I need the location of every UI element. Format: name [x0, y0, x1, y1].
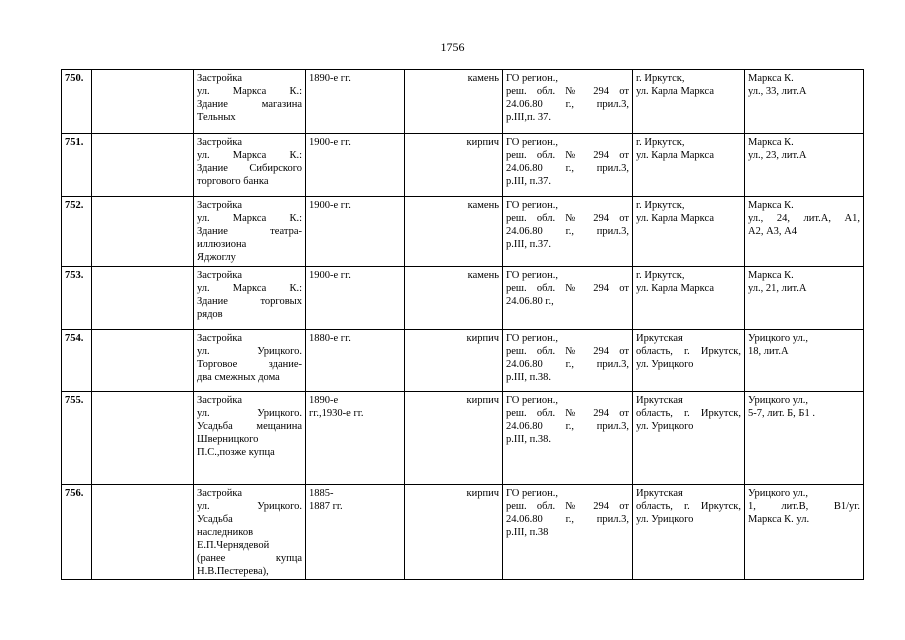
object-name-cell: [194, 197, 306, 267]
name-line: Шверницкого: [197, 434, 259, 445]
document-cell: [503, 330, 633, 392]
address-line: Маркса К.: [748, 73, 794, 84]
document-cell: [503, 485, 633, 580]
name-line: два смежных дома: [197, 372, 280, 383]
doc-line: ГО регион.,: [506, 333, 558, 344]
location-cell: [633, 70, 745, 134]
location-line: ул. Урицкого: [636, 514, 694, 525]
location-line: ул. Урицкого: [636, 359, 694, 370]
doc-line: ГО регион.,: [506, 488, 558, 499]
name-line: ул. Маркса К.:: [197, 150, 302, 161]
table-row: [62, 197, 864, 267]
address-line: Маркса К.: [748, 200, 794, 211]
address-line: Маркса К.: [748, 270, 794, 281]
doc-line: реш. обл. № 294 от: [506, 150, 629, 161]
name-line: Здание Сибирского: [197, 163, 302, 174]
name-line: Здание торговых: [197, 296, 302, 307]
location-line: ул. Карла Маркса: [636, 283, 714, 294]
doc-line: р.III,п. 37.: [506, 112, 551, 123]
doc-line: ГО регион.,: [506, 200, 558, 211]
name-line: Застройка: [197, 488, 243, 499]
location-line: ул. Карла Маркса: [636, 213, 714, 224]
date-cell: [306, 197, 405, 267]
object-name-cell: [194, 485, 306, 580]
row-number: 756.: [62, 485, 92, 580]
name-line: П.С.,позже купца: [197, 447, 275, 458]
doc-line: ГО регион.,: [506, 73, 558, 84]
date-line: 1900-е гг.: [309, 137, 351, 148]
address-line: А2, А3, А4: [748, 226, 797, 237]
name-line: Застройка: [197, 395, 243, 406]
object-name-cell: [194, 134, 306, 197]
name-line: Застройка: [197, 200, 243, 211]
address-cell: [745, 267, 864, 330]
object-name-cell: [194, 330, 306, 392]
material-cell: камень: [405, 70, 503, 134]
location-line: Иркутская: [636, 488, 683, 499]
table-row: [62, 70, 864, 134]
doc-line: р.III, п.38.: [506, 434, 551, 445]
address-cell: [745, 197, 864, 267]
address-line: Урицкого ул.,: [748, 333, 809, 344]
address-line: Маркса К.: [748, 137, 794, 148]
location-line: г. Иркутск,: [636, 270, 685, 281]
name-line: Торговое здание-: [197, 359, 302, 370]
doc-line: реш. обл. № 294 от: [506, 213, 629, 224]
address-cell: [745, 134, 864, 197]
doc-line: 24.06.80 г., прил.3,: [506, 421, 629, 432]
address-line: ул., 33, лит.А: [748, 86, 807, 97]
material-cell: кирпич: [405, 392, 503, 485]
document-cell: [503, 267, 633, 330]
doc-line: 24.06.80 г., прил.3,: [506, 163, 629, 174]
name-line: Застройка: [197, 333, 243, 344]
date-cell: [306, 134, 405, 197]
doc-line: р.III, п.37.: [506, 176, 551, 187]
document-cell: [503, 197, 633, 267]
address-line: ул., 23, лит.А: [748, 150, 807, 161]
name-line: иллюзиона: [197, 239, 247, 250]
row-number: 750.: [62, 70, 92, 134]
name-line: Н.В.Пестерева),: [197, 566, 269, 577]
date-line: гг.,1930-е гг.: [309, 408, 364, 419]
empty-cell: [92, 392, 194, 485]
name-line: Застройка: [197, 137, 243, 148]
date-line: 1890-е: [309, 395, 339, 406]
address-line: 5-7, лит. Б, Б1 .: [748, 408, 815, 419]
location-line: ул. Карла Маркса: [636, 150, 714, 161]
name-line: рядов: [197, 309, 223, 320]
location-line: область, г. Иркутск,: [636, 408, 741, 419]
doc-line: ГО регион.,: [506, 270, 558, 281]
table-row: [62, 134, 864, 197]
doc-line: ГО регион.,: [506, 395, 558, 406]
doc-line: 24.06.80 г., прил.3,: [506, 99, 629, 110]
location-cell: [633, 267, 745, 330]
date-cell: [306, 392, 405, 485]
name-line: ул. Урицкого.: [197, 501, 302, 512]
doc-line: р.III, п.38: [506, 527, 549, 538]
name-line: наследников: [197, 527, 254, 538]
location-cell: [633, 485, 745, 580]
date-line: 1880-е гг.: [309, 333, 351, 344]
date-cell: [306, 267, 405, 330]
location-cell: [633, 197, 745, 267]
location-line: Иркутская: [636, 395, 683, 406]
name-line: Застройка: [197, 270, 243, 281]
empty-cell: [92, 485, 194, 580]
location-line: г. Иркутск,: [636, 73, 685, 84]
doc-line: р.III, п.38.: [506, 372, 551, 383]
date-cell: [306, 485, 405, 580]
address-cell: [745, 485, 864, 580]
date-line: 1887 гг.: [309, 501, 343, 512]
doc-line: реш. обл. № 294 от: [506, 86, 629, 97]
date-line: 1900-е гг.: [309, 200, 351, 211]
location-line: ул. Карла Маркса: [636, 86, 714, 97]
location-line: область, г. Иркутск,: [636, 501, 741, 512]
document-cell: [503, 134, 633, 197]
name-line: ул. Урицкого.: [197, 408, 302, 419]
location-cell: [633, 392, 745, 485]
name-line: Здание магазина: [197, 99, 302, 110]
material-cell: кирпич: [405, 485, 503, 580]
name-line: (ранее купца: [197, 553, 302, 564]
doc-line: 24.06.80 г.,: [506, 296, 554, 307]
empty-cell: [92, 267, 194, 330]
name-line: ул. Маркса К.:: [197, 283, 302, 294]
name-line: торгового банка: [197, 176, 269, 187]
location-cell: [633, 330, 745, 392]
address-line: Урицкого ул.,: [748, 488, 809, 499]
doc-line: 24.06.80 г., прил.3,: [506, 359, 629, 370]
empty-cell: [92, 70, 194, 134]
table-row: [62, 267, 864, 330]
material-cell: камень: [405, 197, 503, 267]
table-row: [62, 392, 864, 485]
doc-line: р.III, п.37.: [506, 239, 551, 250]
monuments-table: [61, 69, 864, 580]
name-line: ул. Маркса К.:: [197, 86, 302, 97]
name-line: Усадьба мещанина: [197, 421, 302, 432]
row-number: 752.: [62, 197, 92, 267]
location-cell: [633, 134, 745, 197]
row-number: 751.: [62, 134, 92, 197]
row-number: 754.: [62, 330, 92, 392]
object-name-cell: [194, 267, 306, 330]
material-cell: кирпич: [405, 330, 503, 392]
object-name-cell: [194, 70, 306, 134]
address-line: ул., 21, лит.А: [748, 283, 807, 294]
location-line: ул. Урицкого: [636, 421, 694, 432]
document-cell: [503, 392, 633, 485]
table-body: [62, 70, 864, 580]
location-line: г. Иркутск,: [636, 200, 685, 211]
location-line: г. Иркутск,: [636, 137, 685, 148]
table-row: [62, 330, 864, 392]
doc-line: реш. обл. № 294 от: [506, 501, 629, 512]
address-cell: [745, 70, 864, 134]
doc-line: реш. обл. № 294 от: [506, 408, 629, 419]
document-cell: [503, 70, 633, 134]
doc-line: реш. обл. № 294 от: [506, 346, 629, 357]
name-line: Здание театра-: [197, 226, 302, 237]
row-number: 753.: [62, 267, 92, 330]
page-number: 1756: [440, 40, 465, 54]
name-line: Тельных: [197, 112, 236, 123]
name-line: Застройка: [197, 73, 243, 84]
doc-line: реш. обл. № 294 от: [506, 283, 629, 294]
date-line: 1900-е гг.: [309, 270, 351, 281]
material-cell: кирпич: [405, 134, 503, 197]
address-cell: [745, 330, 864, 392]
name-line: Е.П.Чернядевой: [197, 540, 270, 551]
object-name-cell: [194, 392, 306, 485]
address-cell: [745, 392, 864, 485]
name-line: Усадьба: [197, 514, 233, 525]
address-line: 18, лит.А: [748, 346, 789, 357]
empty-cell: [92, 330, 194, 392]
doc-line: 24.06.80 г., прил.3,: [506, 514, 629, 525]
row-number: 755.: [62, 392, 92, 485]
date-line: 1885-: [309, 488, 334, 499]
doc-line: 24.06.80 г., прил.3,: [506, 226, 629, 237]
name-line: Яджоглу: [197, 252, 236, 263]
address-line: Маркса К. ул.: [748, 514, 810, 525]
location-line: область, г. Иркутск,: [636, 346, 741, 357]
address-line: ул., 24, лит.А, А1,: [748, 213, 860, 224]
table-row: [62, 485, 864, 580]
location-line: Иркутская: [636, 333, 683, 344]
address-line: Урицкого ул.,: [748, 395, 809, 406]
name-line: ул. Маркса К.:: [197, 213, 302, 224]
empty-cell: [92, 197, 194, 267]
date-line: 1890-е гг.: [309, 73, 351, 84]
doc-line: ГО регион.,: [506, 137, 558, 148]
date-cell: [306, 330, 405, 392]
date-cell: [306, 70, 405, 134]
empty-cell: [92, 134, 194, 197]
name-line: ул. Урицкого.: [197, 346, 302, 357]
address-line: 1, лит.В, В1/уг.: [748, 501, 860, 512]
material-cell: камень: [405, 267, 503, 330]
